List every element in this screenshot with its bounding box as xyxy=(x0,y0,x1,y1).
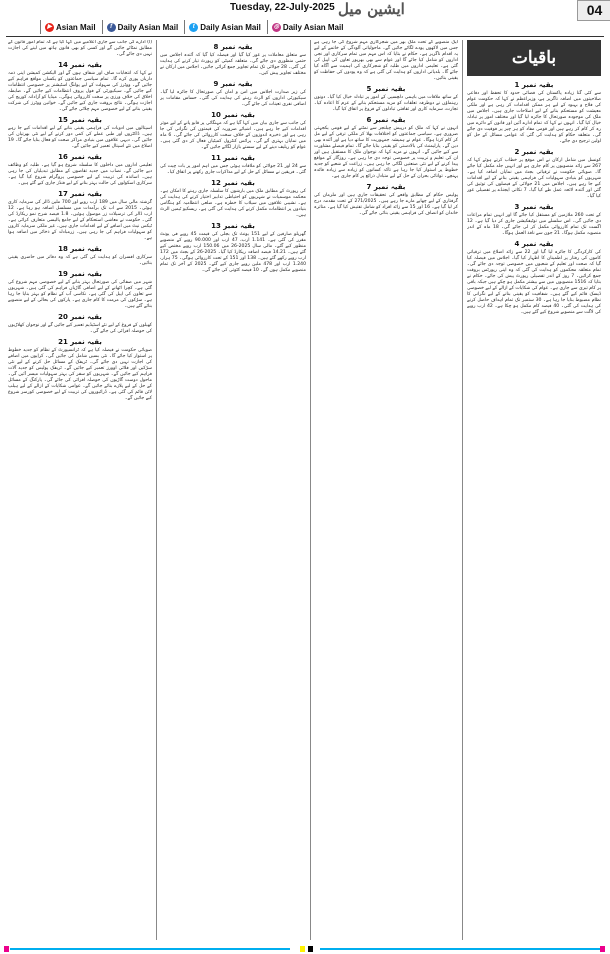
column-4 xyxy=(8,40,152,945)
social-instagram[interactable]: ◎ Daily Asian Mail xyxy=(267,20,344,34)
article-text: ایک منصوبے کے تحت ملک بھر میں شجرکاری مہم شروع کی جا رہی ہے جس میں لاکھوں پودے لگائے جائیں گے۔ ماحولیاتی آلودگی کے خاتمے کے لیے یہ اقدام ناگزیر ہے۔ حکام نے بتایا کہ اس مہم میں تمام سرکاری اور نجی اداروں کو شامل کیا جائے گا اور عوام سے بھی بھرپور تعاون کی اپیل کی گئی ہے۔ تعلیمی اداروں میں طلبہ کو شجرکاری کی اہمیت سے آگاہ کیا جائے گا۔ بلدیاتی اداروں کو ہدایت کی گئی ہے کہ وہ پودوں کی حفاظت کو یقینی بنائیں۔ xyxy=(314,40,458,81)
social-youtube[interactable]: ▶ Asian Mail xyxy=(40,20,96,34)
section-heading: بقیہ نمبر 12 xyxy=(211,179,255,187)
section-heading: بقیہ نمبر 11 xyxy=(211,154,255,162)
article-text: کے تحت 260 ملازمین کو مستقل کیا جائے گا اور انہیں تمام مراعات دی جائیں گی۔ اس سلسلے میں نوٹیفکیشن جاری کر دیا گیا ہے۔ 12 اگست تک تمام کارروائی مکمل کر لی جائے گی۔ 18 ماہ کے اندر منصوبہ مکمل ہوگا۔ 21 جون سے نافذ العمل ہوگا۔ xyxy=(467,213,601,236)
section-heading: بقیہ نمبر 8 xyxy=(213,43,253,51)
newspaper-logo: ایشین میل xyxy=(338,0,405,18)
facebook-icon: f xyxy=(107,23,116,32)
column-divider xyxy=(462,40,463,940)
article-text: کی کارکردگی کا جائزہ لیا گیا اور 22 سے زائد اضلاع میں ترقیاتی کاموں کی رفتار پر اطمینان کا اظہار کیا گیا۔ اجلاس میں فیصلہ کیا گیا کہ صحت اور تعلیم کے شعبوں میں خصوصی توجہ دی جائے گی۔ تمام متعلقہ محکموں کو ہدایت کی گئی کہ وہ اپنی رپورٹس بروقت جمع کرائیں۔ 7 روز کے اندر تفصیلی رپورٹ پیش کی جائے۔ حکام نے بتایا کہ 1516 منصوبوں میں سے بیشتر مکمل ہو چکے ہیں جبکہ باقی پر کام تیزی سے جاری ہے۔ عوام کی شکایات کے ازالے کے لیے خصوصی ڈیسک قائم کیے گئے ہیں۔ شفافیت کو یقینی بنانے کے لیے نگرانی کا نظام مضبوط بنایا جا رہا ہے۔ 30 ستمبر تک تمام اہداف حاصل کرنے کی ہدایت کی گئی۔ 40 فیصد کام مکمل ہو چکا ہے۔ 42 ارب روپے کی لاگت سے منصوبے شروع کیے گئے ہیں۔ xyxy=(467,250,601,315)
article-text: پولیس حکام کے مطابق واقعے کی تحقیقات جاری ہیں اور ملزمان کی گرفتاری کے لیے چھاپے مارے جا رہے ہیں۔ 271/2025 کے تحت مقدمہ درج کر لیا گیا ہے۔ 16 اور 15 سے زائد افراد کو شامل تفتیش کیا گیا ہے۔ متاثرہ خاندان کو انصاف کی فراہمی یقینی بنائی جائے گی۔ xyxy=(314,193,458,216)
header-rule xyxy=(6,36,604,37)
article-text: گزشتہ مالی سال میں 189 ارب روپے اور 700 ملین ڈالر کی سرمایہ کاری ہوئی۔ 2015 سے اب تک برآمدات میں مسلسل اضافہ ہو رہا ہے۔ 12 ارب ڈالر کی ترسیلات زر موصول ہوئیں۔ 1.8 فیصد شرح نمو ریکارڈ کی گئی۔ حکومت نے معاشی استحکام کے لیے جامع پالیسی متعارف کرائی ہے۔ ٹیکس نیٹ میں اضافے کے لیے اقدامات جاری ہیں۔ غیر ملکی سرمایہ کاروں کو سہولیات فراہم کی جا رہی ہیں۔ زرمبادلہ کے ذخائر میں اضافہ ہوا ہے۔ xyxy=(8,200,152,241)
page-number: 04 xyxy=(577,0,610,21)
section-heading: بقیہ نمبر 13 xyxy=(211,222,255,230)
section-heading: بقیہ نمبر 2 xyxy=(514,148,554,156)
section-heading: بقیہ نمبر 15 xyxy=(58,116,102,124)
section-heading: بقیہ نمبر 10 xyxy=(211,111,255,119)
social-facebook[interactable]: f Daily Asian Mail xyxy=(102,20,179,34)
section-heading: بقیہ نمبر 9 xyxy=(213,80,253,88)
social-twitter[interactable]: t Daily Asian Mail xyxy=(184,20,261,34)
section-heading: بقیہ نمبر 18 xyxy=(58,245,102,253)
twitter-icon: t xyxy=(189,23,198,32)
article-text: سے متعلق معاملات پر غور کیا گیا اور فیصلہ کیا گیا کہ آئندہ اجلاس میں حتمی منظوری دی جائے گی۔ متعلقہ کمیٹی کو رپورٹ تیار کرنے کی ہدایت کی گئی۔ 28 جولائی تک تمام تجاویز جمع کرائی جائیں۔ اجلاس میں ارکان نے مختلف تجاویز پیش کیں۔ xyxy=(160,53,306,76)
issue-date: Tuesday, 22-July-2025 xyxy=(230,2,335,13)
column-1 xyxy=(467,78,601,944)
section-heading: بقیہ نمبر 21 xyxy=(58,338,102,346)
section-heading: بقیہ نمبر 17 xyxy=(58,190,102,198)
youtube-icon: ▶ xyxy=(45,23,54,32)
section-title: باقیات xyxy=(467,40,601,76)
column-divider xyxy=(156,40,157,940)
article-text: انہوں نے کہا کہ ملک کو درپیش چیلنجز سے نمٹنے کے لیے قومی یکجہتی ضروری ہے۔ سیاسی جماعتوں کو اختلافات بھلا کر ملکی ترقی کے لیے مل کر کام کرنا ہوگا۔ عوام نے ہمیشہ جمہوریت کا ساتھ دیا ہے اور آئندہ بھی دیں گے۔ پارلیمنٹ کی بالادستی کو یقینی بنایا جائے گا۔ تمام فیصلے مشاورت سے کیے جائیں گے۔ انہوں نے مزید کہا کہ نوجوان ملک کا مستقبل ہیں اور ان کی تعلیم و تربیت پر خصوصی توجہ دی جا رہی ہے۔ روزگار کے مواقع پیدا کرنے کے لیے نئی صنعتیں لگائی جا رہی ہیں۔ زراعت کے شعبے کو جدید خطوط پر استوار کیا جا رہا ہے تاکہ کسانوں کو زیادہ سے زیادہ فائدہ پہنچے۔ توانائی بحران کے حل کے لیے متبادل ذرائع پر کام جاری ہے۔ xyxy=(314,126,458,179)
article-text: نے کہا کہ انتخابات صاف اور شفاف ہوں گے اور الیکشن کمیشن اپنی ذمہ داریاں پوری کرے گا۔ تمام سیاسی جماعتوں کو یکساں مواقع فراہم کیے جائیں گے۔ ووٹرز کی سہولت کے لیے پولنگ اسٹیشنز پر خصوصی انتظامات کیے جائیں گے۔ سیکیورٹی کے فول پروف انتظامات کیے جائیں گے۔ ضابطہ اخلاق کی خلاف ورزی پر سخت کارروائی ہوگی۔ میڈیا کو آزادانہ کوریج کی اجازت ہوگی۔ نتائج بروقت جاری کیے جائیں گے۔ خواتین ووٹرز کی شرکت یقینی بنانے کے لیے خصوصی مہم چلائی جائے گی۔ xyxy=(8,71,152,112)
article-text: (ا) ادارے کی جانب سے جاری اعلامیے میں کہا گیا ہے کہ تمام امور قانون کے مطابق نمٹائے جائیں گے اور کسی کو بھی قانون ہاتھ میں لینے کی اجازت نہیں دی جائے گی۔ xyxy=(8,40,152,57)
article-text: کونسل میں شامل ارکان نے اس موقع پر خطاب کرتے ہوئے کہا کہ 267 سے زائد منصوبوں پر کام جاری ہے اور انہیں جلد مکمل کیا جائے گا۔ صوبائی حکومت نے ترقیاتی بجٹ میں نمایاں اضافہ کیا ہے۔ شہریوں کو بنیادی سہولیات کی فراہمی یقینی بنانے کے لیے اقدامات کیے جا رہے ہیں۔ اجلاس میں 21 جولائی کے فیصلوں کی توثیق کی گئی اور آئندہ لائحہ عمل طے کیا گیا۔ 7 نکاتی ایجنڈے پر تفصیلی غور کیا گیا۔ xyxy=(467,158,601,199)
article-text: شہر میں صفائی کی صورتحال بہتر بنانے کے لیے خصوصی مہم شروع کی گئی ہے۔ کچرا اٹھانے کے لیے اضافی گاڑیاں فراہم کی گئی ہیں۔ شہریوں سے تعاون کی اپیل کی گئی ہے۔ نکاسی آب کے نظام کو بہتر بنایا جا رہا ہے۔ سڑکوں کی مرمت کا کام جاری ہے۔ پارکوں کی بحالی کے لیے منصوبے بنائے گئے ہیں۔ xyxy=(8,280,152,309)
section-heading: بقیہ نمبر 7 xyxy=(366,183,406,191)
column-2 xyxy=(314,40,458,945)
article-text: کھیلوں کے فروغ کے لیے نئے اسٹیڈیم تعمیر کیے جائیں گے اور نوجوان کھلاڑیوں کی حوصلہ افزائی کی جائے گی۔ xyxy=(8,323,152,334)
article-text: سے 24 اور 21 جولائی کو ملاقات ہوئی جس میں اہم امور پر بات چیت کی گئی۔ فریقین نے مسائل کے حل کے لیے مذاکرات جاری رکھنے پر اتفاق کیا۔ xyxy=(160,164,306,175)
section-heading: بقیہ نمبر 1 xyxy=(514,81,554,89)
section-heading: بقیہ نمبر 5 xyxy=(366,85,406,93)
article-text: سرکاری افسران کو ہدایت کی گئی ہے کہ وہ دفاتر میں حاضری یقینی بنائیں۔ xyxy=(8,255,152,266)
article-text: صوبائی حکومت نے فیصلہ کیا ہے کہ ٹرانسپورٹ کے نظام کو جدید خطوط پر استوار کیا جائے گا۔ نئی بسیں شامل کی جائیں گی۔ کرایوں میں اضافے کی اجازت نہیں دی جائے گی۔ ٹریفک کے مسائل حل کرنے کے لیے نئی سڑکیں اور فلائی اوورز تعمیر کیے جائیں گے۔ ٹریفک پولیس کو جدید آلات فراہم کیے جائیں گے۔ شہریوں کو سفر کی بہتر سہولیات میسر آئیں گی۔ ماحول دوست گاڑیوں کی حوصلہ افزائی کی جائے گی۔ پارکنگ کے مسائل کے حل کے لیے پلازے بنائے جائیں گے۔ عوامی شکایات کے ازالے کے لیے ہیلپ لائن قائم کی گئی ہے۔ ڈرائیوروں کی تربیت کے لیے خصوصی کورسز شروع کیے جائیں گے۔ xyxy=(8,348,152,401)
section-heading: بقیہ نمبر 14 xyxy=(58,61,102,69)
social-links xyxy=(40,20,540,34)
article-text: کی جانب سے جاری بیان میں کہا گیا ہے کہ مہنگائی پر قابو پانے کے لیے موثر اقدامات کیے جا رہے ہیں۔ اشیائے ضروریہ کی قیمتوں کی نگرانی کی جا رہی ہے اور ذخیرہ اندوزوں کے خلاف سخت کارروائی کی جائے گی۔ 6 ماہ میں نمایاں بہتری آئے گی۔ پرائس کنٹرول کمیٹیاں فعال کر دی گئی ہیں۔ عوام کو ریلیف دینے کے لیے سستے بازار لگائے جائیں گے۔ xyxy=(160,121,306,150)
article-text: سے کئی گنا زیادہ پاکستان کی فضائی حدود کا تحفظ اور دفاعی صلاحیتوں میں اضافہ ناگزیر ہے، وزیراعظم نے کہا کہ حکومت عوام کی فلاح و بہبود کے لیے ہر ممکن اقدامات کر رہی ہے اور ملکی معیشت کو مستحکم بنانے کے لیے اصلاحات جاری ہیں۔ اجلاس میں ملک کی موجودہ صورتحال کا جائزہ لیا گیا اور مختلف امور پر تبادلہ خیال کیا گیا۔ انہوں نے کہا کہ تمام ادارے آئین اور قانون کے دائرے میں رہ کر کام کر رہے ہیں اور قومی مفاد کو ہر چیز پر فوقیت دی جائے گی۔ متعلقہ حکام کو ہدایت کی گئی کہ عوامی مسائل کے حل کو اولین ترجیح دی جائے۔ xyxy=(467,91,601,144)
section-heading: بقیہ نمبر 6 xyxy=(366,116,406,124)
article-text: گھریلو صارفین کے لیے 151 یونٹ تک بجلی کی قیمت 45 روپے فی یونٹ مقرر کی گئی ہے۔ 1.141 ارب، 47 ارب اور 90.000 روپے کے منصوبے منظور کیے گئے۔ مالی سال 2025-26 میں 150.06 ارب روپے مختص کیے گئے ہیں۔ 14.21 فیصد اضافہ ریکارڈ کیا گیا۔ 2025-26 کے بجٹ میں 172 ارب روپے رکھے گئے ہیں۔ 138 اور 151 کے تحت کارروائی ہوگی۔ 75 ہزار، 1.240 ارب اور 478 ملین روپے جاری کیے گئے۔ 2025 کے آخر تک تمام منصوبے مکمل ہوں گے۔ 10 فیصد کٹوتی کی جائے گی۔ xyxy=(160,232,306,273)
column-divider xyxy=(310,40,311,940)
instagram-icon: ◎ xyxy=(273,23,279,30)
section-heading: بقیہ نمبر 3 xyxy=(514,203,554,211)
column-3 xyxy=(160,40,306,945)
article-text: تعلیمی اداروں میں داخلوں کا سلسلہ شروع ہو گیا ہے۔ طلبہ کو وظائف دیے جائیں گے۔ نصاب میں جدید تقاضوں کے مطابق تبدیلیاں کی جا رہی ہیں۔ اساتذہ کی تربیت کے لیے خصوصی پروگرام شروع کیا گیا ہے۔ سرکاری اسکولوں کی حالت بہتر بنانے کے لیے فنڈز جاری کیے گئے ہیں۔ xyxy=(8,163,152,186)
page-header xyxy=(0,0,610,40)
article-text: کی رپورٹ کے مطابق ملک میں بارشوں کا سلسلہ جاری رہنے کا امکان ہے۔ محکمہ موسمیات نے شہریوں کو احتیاطی تدابیر اختیار کرنے کی ہدایت کی ہے۔ نشیبی علاقوں میں سیلاب کا خطرہ ہے۔ ضلعی انتظامیہ کو ہنگامی بنیادوں پر انتظامات مکمل کرنے کی ہدایت کی گئی ہے۔ ریسکیو ٹیمیں الرٹ ہیں۔ xyxy=(160,189,306,218)
color-bar xyxy=(0,944,610,954)
article-text: کے ساتھ ملاقات میں باہمی دلچسپی کے امور پر تبادلہ خیال کیا گیا۔ دونوں رہنماؤں نے دوطرفہ تعلقات کو مزید مستحکم بنانے کے عزم کا اعادہ کیا۔ تجارت، سرمایہ کاری اور ثقافتی تبادلوں کے فروغ پر اتفاق کیا گیا۔ xyxy=(314,95,458,112)
section-heading: بقیہ نمبر 19 xyxy=(58,270,102,278)
section-heading: بقیہ نمبر 4 xyxy=(514,240,554,248)
article-text: کی زیر صدارت اجلاس میں امن و امان کی صورتحال کا جائزہ لیا گیا۔ سیکیورٹی اداروں کو الرٹ رہنے کی ہدایت کی گئی۔ حساس مقامات پر اضافی نفری تعینات کی جائے گی۔ xyxy=(160,90,306,107)
section-heading: بقیہ نمبر 20 xyxy=(58,313,102,321)
article-text: اسپتالوں میں ادویات کی فراہمی یقینی بنانے کے لیے اقدامات کیے جا رہے ہیں۔ ڈاکٹروں اور طبی عملے کی کمی دور کرنے کے لیے نئی بھرتیاں کی جائیں گی۔ دیہی علاقوں میں بنیادی مراکز صحت کو فعال بنایا جائے گا۔ 19 اضلاع میں نئے اسپتال تعمیر کیے جائیں گے۔ xyxy=(8,126,152,149)
section-heading: بقیہ نمبر 16 xyxy=(58,153,102,161)
